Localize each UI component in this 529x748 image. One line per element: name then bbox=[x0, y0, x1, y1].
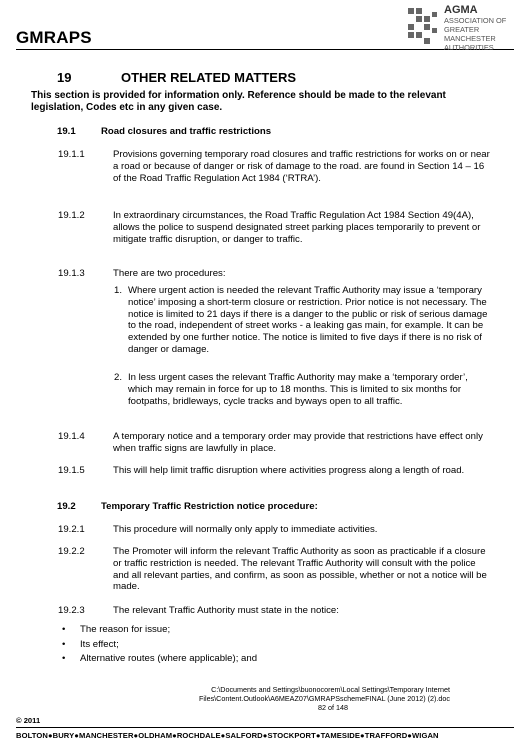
paragraph-text: A temporary notice and a temporary order may provide that restrictions have effect only when traffic signs are lawfully in place. bbox=[113, 431, 483, 454]
paragraph-text: The relevant Traffic Authority must state in the notice: bbox=[113, 605, 339, 616]
paragraph-number: 19.2.1 bbox=[58, 524, 85, 535]
paragraph-number: 19.1.1 bbox=[58, 149, 85, 160]
paragraph-text: This procedure will normally only apply to immediate activities. bbox=[113, 524, 378, 535]
document-header-title: GMRAPS bbox=[16, 28, 92, 47]
paragraph-text: There are two procedures: bbox=[113, 268, 226, 279]
bullet-item: The reason for issue; bbox=[80, 624, 171, 635]
list-item-text: Where urgent action is needed the relevant Traffic Authority may issue a ‘temporary notice’ imposing a short-term closure or restriction. Prior notice is not necessary. The notice is limited to 21 days if there is a danger to the public or risk of serious damage to the road, independent of street works - a leaking gas main, for example. It can be extended by one further notice. The notice is limited to five days if there is no risk of danger or damage. bbox=[128, 285, 488, 355]
agma-emblem-icon bbox=[406, 4, 442, 46]
section-intro: This section is provided for information only. Reference should be made to the relevant legislation, Codes etc in any given case. bbox=[31, 90, 446, 113]
paragraph-number: 19.2.2 bbox=[58, 546, 85, 557]
paragraph-number: 19.1.2 bbox=[58, 210, 85, 221]
subsection-title: Road closures and traffic restrictions bbox=[101, 126, 272, 137]
paragraph-number: 19.1.4 bbox=[58, 431, 85, 442]
copyright: © 2011 bbox=[16, 716, 41, 725]
paragraph-number: 19.2.3 bbox=[58, 605, 85, 616]
bullet-item: Its effect; bbox=[80, 639, 119, 650]
subsection-number: 19.2 bbox=[57, 501, 76, 512]
paragraph-text: In extraordinary circumstances, the Road Traffic Regulation Act 1984 Section 49(4A), allows the police to suspend designated street parking places temporarily to prevent or mitigate traffic disruption, or danger to traffic. bbox=[113, 210, 481, 245]
paragraph-text: This will help limit traffic disruption where activities progress along a length of road. bbox=[113, 465, 465, 476]
header-divider bbox=[16, 49, 514, 50]
logo-name: AGMA bbox=[444, 4, 478, 16]
bullet-icon: • bbox=[62, 653, 66, 664]
logo-line-2: GREATER MANCHESTER bbox=[444, 25, 496, 43]
section-number: 19 bbox=[57, 70, 72, 85]
section-title: OTHER RELATED MATTERS bbox=[121, 70, 297, 85]
file-path-line-1: C:\Documents and Settings\buonocorem\Local Settings\Temporary Internet bbox=[211, 685, 450, 694]
list-item-text: In less urgent cases the relevant Traffic Authority may make a ‘temporary order’, which may remain in force for up to 18 months. This is limited to six months for footpaths, bridleways, cycle tracks and byways open to all traffic. bbox=[128, 372, 468, 407]
paragraph-number: 19.1.5 bbox=[58, 465, 85, 476]
file-path-line-2: Files\Content.Outlook\A6MEAZ07\GMRAPSschemeFINAL (June 2012) (2).doc bbox=[198, 694, 450, 703]
paragraph-text: The Promoter will inform the relevant Traffic Authority as soon as practicable if a closure or traffic restriction is needed. The relevant Traffic Authority will consult with the police and all relevant parties, and confirm, as soon as possible, whether or not a notice will be made. bbox=[113, 546, 487, 593]
paragraph-text: Provisions governing temporary road closures and traffic restrictions for works on or near a road or because of danger or risk of damage to the road. are found in Section 14 – 16 of the Road Traffic Regulation Act 1984 (‘RTRA’). bbox=[113, 149, 490, 184]
subsection-title: Temporary Traffic Restriction notice procedure: bbox=[101, 501, 318, 512]
logo-line-1: ASSOCIATION OF bbox=[444, 16, 507, 25]
bullet-icon: • bbox=[62, 639, 66, 650]
list-item-number: 2. bbox=[114, 372, 123, 383]
list-item-number: 1. bbox=[114, 285, 123, 296]
agma-logo bbox=[406, 4, 522, 52]
logo-line-3: AUTHORITIES bbox=[444, 43, 494, 52]
member-authorities: BOLTON●BURY●MANCHESTER●OLDHAM●ROCHDALE●SALFORD●STOCKPORT●TAMESIDE●TRAFFORD●WIGAN bbox=[16, 731, 439, 740]
paragraph-number: 19.1.3 bbox=[58, 268, 85, 279]
bullet-item: Alternative routes (where applicable); and bbox=[80, 653, 258, 664]
bullet-icon: • bbox=[62, 624, 66, 635]
footer-divider bbox=[16, 727, 514, 728]
page-number: 82 of 148 bbox=[318, 703, 348, 712]
subsection-number: 19.1 bbox=[57, 126, 76, 137]
